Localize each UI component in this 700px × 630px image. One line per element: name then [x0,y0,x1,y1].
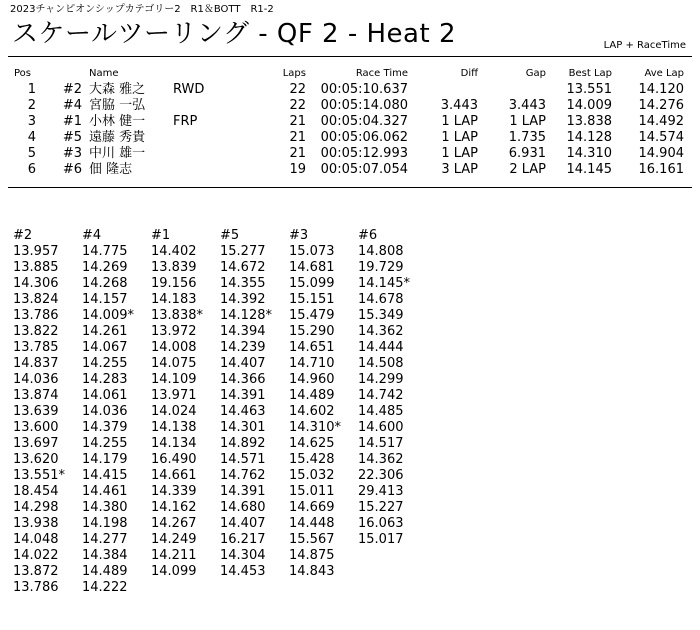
result-ave-lap: 14.492 [638,114,684,129]
result-best-lap: 14.009 [566,98,612,113]
lap-time: 14.179 [82,452,128,467]
col-pos: Pos [14,68,32,79]
lap-column-car-number: #6 [358,228,378,243]
lap-time: 13.938 [13,516,59,531]
lap-time: 14.301 [220,420,266,435]
lap-column [151,228,219,580]
lap-time: 14.366 [220,372,266,387]
result-row [0,162,700,178]
result-car-number: #4 [62,98,82,113]
lap-time: 14.067 [82,340,128,355]
lap-column-car-number: #4 [82,228,102,243]
result-car-number: #2 [62,82,82,97]
result-car-number: #5 [62,130,82,145]
result-row [0,82,700,98]
lap-time: 14.489 [82,564,128,579]
lap-time: 15.151 [289,292,335,307]
result-laps: 21 [289,114,306,129]
result-driver-name: 宮脇 一弘 [89,98,146,113]
lap-time: 14.048 [13,532,59,547]
lap-time: 13.838* [151,308,203,323]
lap-time: 14.109 [151,372,197,387]
lap-time: 15.428 [289,452,335,467]
lap-time: 14.036 [13,372,59,387]
lap-time: 18.454 [13,484,59,499]
lap-time: 14.008 [151,340,197,355]
result-best-lap: 13.551 [566,82,612,97]
lap-time: 13.786 [13,308,59,323]
lap-column-car-number: #5 [220,228,240,243]
event-subtitle: 2023チャンピオンシップカテゴリー2 R1＆BOTT R1-2 [10,4,274,15]
lap-time: 14.339 [151,484,197,499]
result-pos: 1 [27,82,36,97]
lap-column [220,228,288,580]
result-car-number: #3 [62,146,82,161]
result-class: RWD [173,82,205,97]
lap-time: 15.099 [289,276,335,291]
lap-time: 14.661 [151,468,197,483]
result-gap: 1 LAP [509,114,546,129]
lap-time: 13.697 [13,436,59,451]
lap-time: 14.036 [82,404,128,419]
lap-time: 14.391 [220,484,266,499]
lap-column-car-number: #3 [289,228,309,243]
lap-time: 14.463 [220,404,266,419]
lap-time: 19.729 [358,260,404,275]
result-gap: 1.735 [508,130,546,145]
lap-time: 14.157 [82,292,128,307]
lap-time: 15.277 [220,244,266,259]
lap-time: 13.639 [13,404,59,419]
lap-time: 14.461 [82,484,128,499]
lap-time: 15.073 [289,244,335,259]
lap-time: 13.620 [13,452,59,467]
lap-time: 14.394 [220,324,266,339]
result-race-time: 00:05:04.327 [320,114,408,129]
lap-column [358,228,426,548]
col-name: Name [89,68,119,79]
lap-time: 22.306 [358,468,404,483]
result-driver-name: 小林 健一 [89,114,146,129]
lap-time: 14.892 [220,436,266,451]
lap-time: 14.304 [220,548,266,563]
lap-time: 14.183 [151,292,197,307]
lap-time: 14.489 [289,388,335,403]
result-driver-name: 大森 雅之 [89,82,146,97]
result-car-number: #6 [62,162,82,177]
lap-time: 13.822 [13,324,59,339]
lap-time: 14.508 [358,356,404,371]
lap-time: 14.249 [151,532,197,547]
lap-time: 15.479 [289,308,335,323]
lap-time: 13.872 [13,564,59,579]
result-ave-lap: 14.276 [638,98,684,113]
lap-time: 15.349 [358,308,404,323]
lap-time: 14.138 [151,420,197,435]
result-laps: 22 [289,98,306,113]
result-ave-lap: 16.161 [638,162,684,177]
result-row [0,130,700,146]
lap-time: 13.885 [13,260,59,275]
lap-column-car-number: #2 [13,228,33,243]
result-driver-name: 遠藤 秀貴 [89,130,146,145]
lap-time: 14.306 [13,276,59,291]
lap-time: 14.099 [151,564,197,579]
lap-time: 14.061 [82,388,128,403]
result-pos: 4 [27,130,36,145]
result-pos: 2 [27,98,36,113]
page-title: スケールツーリング - QF 2 - Heat 2 [12,19,456,49]
lap-time: 14.269 [82,260,128,275]
lap-time: 14.485 [358,404,404,419]
lap-column [13,228,81,596]
results-rule [8,187,692,188]
lap-time: 14.625 [289,436,335,451]
lap-time: 14.960 [289,372,335,387]
lap-column [82,228,150,596]
lap-time: 16.063 [358,516,404,531]
lap-time: 15.017 [358,532,404,547]
lap-time: 13.600 [13,420,59,435]
lap-time: 14.808 [358,244,404,259]
lap-time: 14.391 [220,388,266,403]
result-race-time: 00:05:14.080 [320,98,408,113]
result-driver-name: 佃 隆志 [89,162,133,177]
lap-time: 14.355 [220,276,266,291]
result-laps: 22 [289,82,306,97]
result-ave-lap: 14.120 [638,82,684,97]
result-race-time: 00:05:07.054 [320,162,408,177]
lap-time: 15.011 [289,484,335,499]
lap-time: 14.134 [151,436,197,451]
lap-time: 14.211 [151,548,197,563]
lap-time: 14.407 [220,516,266,531]
lap-time: 14.277 [82,532,128,547]
lap-time: 14.024 [151,404,197,419]
lap-time: 13.957 [13,244,59,259]
result-laps: 19 [289,162,306,177]
lap-time: 14.710 [289,356,335,371]
lap-time: 14.267 [151,516,197,531]
result-pos: 6 [27,162,36,177]
lap-time: 14.571 [220,452,266,467]
lap-time: 15.032 [289,468,335,483]
result-race-time: 00:05:10.637 [320,82,408,97]
lap-time: 29.413 [358,484,404,499]
lap-time: 13.971 [151,388,197,403]
lap-time: 14.672 [220,260,266,275]
lap-time: 14.075 [151,356,197,371]
lap-time: 13.972 [151,324,197,339]
result-driver-name: 中川 雄一 [89,146,146,161]
lap-time: 14.198 [82,516,128,531]
lap-time: 14.681 [289,260,335,275]
lap-column-car-number: #1 [151,228,171,243]
col-diff: Diff [460,68,478,79]
results-table [0,68,700,178]
lap-time: 15.567 [289,532,335,547]
result-gap: 3.443 [508,98,546,113]
results-header-row [0,68,700,82]
race-type-label: LAP + RaceTime [603,40,686,51]
result-pos: 3 [27,114,36,129]
result-class: FRP [173,114,198,129]
lap-time: 14.392 [220,292,266,307]
lap-time: 14.299 [358,372,404,387]
lap-time: 14.448 [289,516,335,531]
result-diff: 3.443 [440,98,478,113]
lap-time: 14.453 [220,564,266,579]
lap-time: 14.415 [82,468,128,483]
lap-time: 14.678 [358,292,404,307]
lap-time: 14.837 [13,356,59,371]
lap-time: 14.742 [358,388,404,403]
lap-time: 14.384 [82,548,128,563]
result-row [0,146,700,162]
lap-time: 16.217 [220,532,266,547]
result-pos: 5 [27,146,36,161]
result-row [0,98,700,114]
lap-time: 15.290 [289,324,335,339]
lap-time: 13.785 [13,340,59,355]
result-diff: 1 LAP [441,114,478,129]
result-race-time: 00:05:06.062 [320,130,408,145]
lap-time: 14.379 [82,420,128,435]
lap-time: 14.407 [220,356,266,371]
lap-time: 14.843 [289,564,335,579]
lap-column [289,228,357,580]
lap-time: 14.362 [358,324,404,339]
result-best-lap: 14.145 [566,162,612,177]
lap-time: 14.128* [220,308,272,323]
lap-time: 14.602 [289,404,335,419]
lap-time: 14.402 [151,244,197,259]
lap-time: 14.380 [82,500,128,515]
lap-time: 14.239 [220,340,266,355]
result-diff: 1 LAP [441,146,478,161]
col-race-time: Race Time [355,68,408,79]
result-best-lap: 14.310 [566,146,612,161]
lap-time: 16.490 [151,452,197,467]
lap-time: 14.268 [82,276,128,291]
result-diff: 1 LAP [441,130,478,145]
lap-time: 19.156 [151,276,197,291]
lap-time: 14.298 [13,500,59,515]
lap-time: 14.444 [358,340,404,355]
lap-time: 14.009* [82,308,134,323]
result-ave-lap: 14.904 [638,146,684,161]
lap-time: 14.762 [220,468,266,483]
lap-time: 14.261 [82,324,128,339]
col-best-lap: Best Lap [568,68,612,79]
lap-time: 14.022 [13,548,59,563]
lap-time: 13.551* [13,468,65,483]
lap-time: 14.669 [289,500,335,515]
lap-time: 14.255 [82,356,128,371]
lap-time: 14.680 [220,500,266,515]
lap-time: 14.283 [82,372,128,387]
lap-time: 13.824 [13,292,59,307]
result-car-number: #1 [62,114,82,129]
result-best-lap: 14.128 [566,130,612,145]
lap-time: 14.255 [82,436,128,451]
col-laps: Laps [282,68,306,79]
result-gap: 6.931 [508,146,546,161]
lap-time: 14.222 [82,580,128,595]
lap-time: 14.775 [82,244,128,259]
lap-time: 14.162 [151,500,197,515]
lap-time: 14.651 [289,340,335,355]
lap-time: 14.875 [289,548,335,563]
result-laps: 21 [289,130,306,145]
col-ave-lap: Ave Lap [644,68,684,79]
result-row [0,114,700,130]
lap-time: 13.874 [13,388,59,403]
lap-time: 14.310* [289,420,341,435]
lap-time: 14.145* [358,276,410,291]
result-best-lap: 13.838 [566,114,612,129]
lap-time: 14.600 [358,420,404,435]
col-gap: Gap [525,68,546,79]
lap-time: 13.786 [13,580,59,595]
lap-time: 15.227 [358,500,404,515]
result-ave-lap: 14.574 [638,130,684,145]
lap-time: 14.362 [358,452,404,467]
result-laps: 21 [289,146,306,161]
lap-time: 13.839 [151,260,197,275]
title-rule [8,56,692,57]
result-diff: 3 LAP [441,162,478,177]
result-gap: 2 LAP [509,162,546,177]
result-race-time: 00:05:12.993 [320,146,408,161]
lap-time: 14.517 [358,436,404,451]
